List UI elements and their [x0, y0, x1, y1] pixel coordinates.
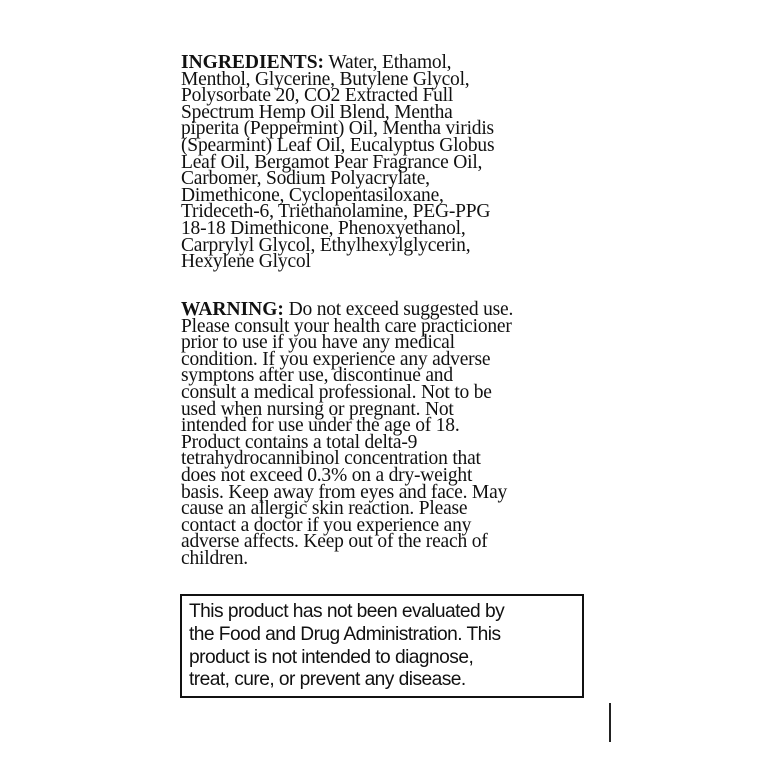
- ingredients-section: [181, 52, 601, 273]
- warning-text: Do not exceed suggested use. Please consult your health care practicioner prior to use if you have any medical condition. If you experience any adverse symptons after use, discontinue and consult a medical professional. Not to be used when nursing or pregnant. Not intended for use under the age of 18. Product contains a total delta-9 tetrahydrocannibinol concentration that does not exceed 0.3% on a dry-weight basis. Keep away from eyes and face. May cause an allergic skin reaction. Please contact a doctor if you experience any adverse affects. Keep out of the reach of children.: [181, 299, 514, 569]
- warning-heading: WARNING:: [181, 299, 284, 320]
- warning-section: [181, 299, 601, 569]
- crop-mark: [609, 703, 611, 742]
- fda-disclaimer-text: This product has not been evaluated by the Food and Drug Administration. This product is not intended to diagnose, treat, cure, or prevent any disease.: [189, 601, 505, 691]
- fda-disclaimer-box: [180, 594, 584, 698]
- ingredients-list: Water, Ethamol, Menthol, Glycerine, Butylene Glycol, Polysorbate 20, CO2 Extracted Full Spectrum Hemp Oil Blend, Mentha piperita (Peppermint) Oil, Mentha viridis (Spearmint) Leaf Oil, Eucalyptus Globus Leaf Oil, Bergamot Pear Fragrance Oil, Carbomer, Sodium Polyacrylate, Dimethicone, Cyclopentasiloxane, Trideceth-6, Triethanolamine, PEG-PPG 18-18 Dimethicone, Phenoxyethanol, Carprylyl Glycol, Ethylhexylglycerin, Hexylene Glycol: [181, 52, 495, 273]
- ingredients-heading: INGREDIENTS:: [181, 52, 325, 73]
